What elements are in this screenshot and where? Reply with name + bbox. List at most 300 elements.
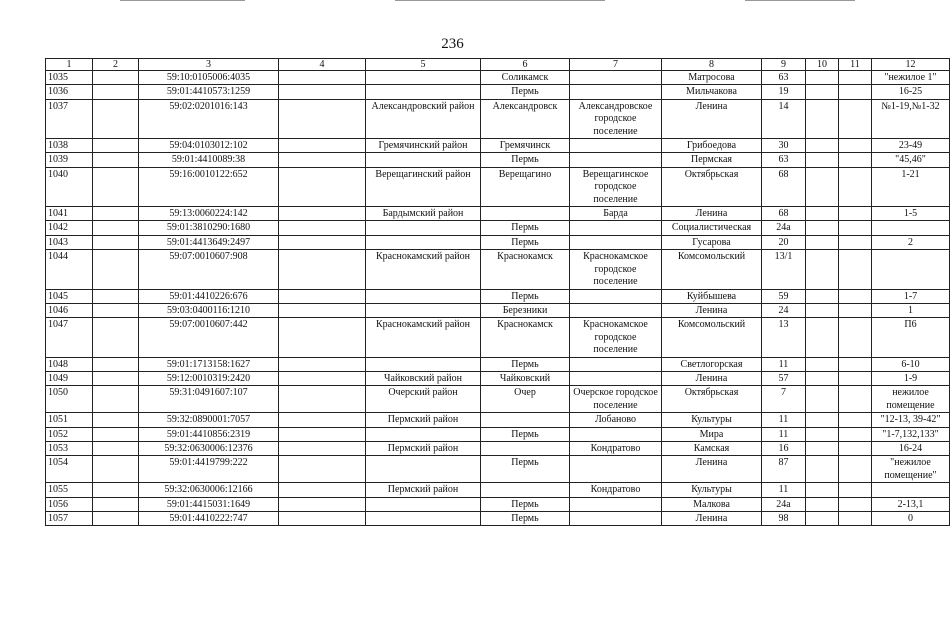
table-row [46, 456, 950, 483]
col-10-cell [806, 357, 839, 371]
premises-cell: 2 [872, 235, 950, 249]
premises-cell: "45,46" [872, 153, 950, 167]
col-10-cell [806, 153, 839, 167]
table-row [46, 207, 950, 221]
col-10-cell [806, 456, 839, 483]
house-number-cell: 11 [762, 483, 806, 497]
col-10-cell [806, 441, 839, 455]
district-cell: Краснокамский район [366, 250, 481, 289]
header-row [46, 59, 950, 71]
table-row [46, 483, 950, 497]
col-10-cell [806, 427, 839, 441]
row-number-cell: 1041 [46, 207, 93, 221]
col-4-cell [279, 303, 366, 317]
col-4-cell [279, 139, 366, 153]
municipality-cell: Краснокамское городское поселение [570, 318, 662, 357]
street-cell: Культуры [662, 483, 762, 497]
row-number-cell: 1056 [46, 497, 93, 511]
district-cell [366, 289, 481, 303]
municipality-cell: Кондратово [570, 441, 662, 455]
street-cell: Светлогорская [662, 357, 762, 371]
street-cell: Культуры [662, 413, 762, 427]
col-2-cell [93, 303, 139, 317]
col-4-cell [279, 427, 366, 441]
table-row [46, 357, 950, 371]
col-11-cell [839, 99, 872, 138]
col-4-cell [279, 413, 366, 427]
col-11-cell [839, 85, 872, 99]
table-body [46, 71, 950, 526]
col-11-cell [839, 483, 872, 497]
row-number-cell: 1051 [46, 413, 93, 427]
house-number-cell: 19 [762, 85, 806, 99]
municipality-cell [570, 71, 662, 85]
col-2-cell [93, 386, 139, 413]
col-2-cell [93, 512, 139, 526]
district-cell [366, 303, 481, 317]
municipality-cell [570, 153, 662, 167]
street-cell: Комсомольский [662, 250, 762, 289]
district-cell [366, 221, 481, 235]
table-row [46, 441, 950, 455]
cadastral-number-cell: 59:12:0010319:2420 [139, 371, 279, 385]
district-cell: Верещагинский район [366, 167, 481, 206]
row-number-cell: 1039 [46, 153, 93, 167]
col-10-cell [806, 207, 839, 221]
col-2-cell [93, 497, 139, 511]
col-11-cell [839, 441, 872, 455]
house-number-cell: 11 [762, 427, 806, 441]
district-cell [366, 456, 481, 483]
street-cell: Гусарова [662, 235, 762, 249]
house-number-cell: 14 [762, 99, 806, 138]
col-4-cell [279, 207, 366, 221]
col-11-cell [839, 221, 872, 235]
col-2-cell [93, 85, 139, 99]
col-2-cell [93, 207, 139, 221]
col-10-cell [806, 71, 839, 85]
cadastral-number-cell: 59:03:0400116:1210 [139, 303, 279, 317]
col-11-cell [839, 235, 872, 249]
municipality-cell [570, 371, 662, 385]
table-row [46, 139, 950, 153]
municipality-cell: Александровское городское поселение [570, 99, 662, 138]
col-2-cell [93, 456, 139, 483]
col-10-cell [806, 497, 839, 511]
house-number-cell: 24а [762, 497, 806, 511]
premises-cell: 1 [872, 303, 950, 317]
col-2-cell [93, 413, 139, 427]
cadastral-number-cell: 59:13:0060224:142 [139, 207, 279, 221]
premises-cell: "нежилое помещение" [872, 456, 950, 483]
top-rule-left [120, 0, 245, 1]
cadastral-number-cell: 59:01:4419799:222 [139, 456, 279, 483]
street-cell: Ленина [662, 207, 762, 221]
col-10-cell [806, 221, 839, 235]
district-cell: Гремячинский район [366, 139, 481, 153]
row-number-cell: 1047 [46, 318, 93, 357]
settlement-cell [481, 483, 570, 497]
col-11-cell [839, 371, 872, 385]
col-11-cell [839, 318, 872, 357]
col-11-cell [839, 497, 872, 511]
row-number-cell: 1044 [46, 250, 93, 289]
top-rule-center [395, 0, 605, 1]
col-10-cell [806, 167, 839, 206]
municipality-cell: Кондратово [570, 483, 662, 497]
settlement-cell: Верещагино [481, 167, 570, 206]
premises-cell [872, 221, 950, 235]
col-4-cell [279, 441, 366, 455]
settlement-cell: Березники [481, 303, 570, 317]
cadastral-number-cell: 59:10:0105006:4035 [139, 71, 279, 85]
col-4-cell [279, 386, 366, 413]
settlement-cell: Очер [481, 386, 570, 413]
settlement-cell: Краснокамск [481, 318, 570, 357]
municipality-cell [570, 289, 662, 303]
premises-cell: 16-25 [872, 85, 950, 99]
settlement-cell: Пермь [481, 427, 570, 441]
house-number-cell: 98 [762, 512, 806, 526]
cadastral-number-cell: 59:01:4410573:1259 [139, 85, 279, 99]
registry-table [45, 58, 950, 526]
column-header-11: 11 [839, 59, 872, 71]
col-2-cell [93, 235, 139, 249]
col-2-cell [93, 483, 139, 497]
table-row [46, 85, 950, 99]
col-4-cell [279, 221, 366, 235]
house-number-cell: 30 [762, 139, 806, 153]
row-number-cell: 1036 [46, 85, 93, 99]
premises-cell: 1-5 [872, 207, 950, 221]
street-cell: Пермская [662, 153, 762, 167]
house-number-cell: 11 [762, 357, 806, 371]
col-4-cell [279, 357, 366, 371]
house-number-cell: 16 [762, 441, 806, 455]
municipality-cell [570, 427, 662, 441]
col-4-cell [279, 497, 366, 511]
row-number-cell: 1045 [46, 289, 93, 303]
municipality-cell [570, 512, 662, 526]
col-11-cell [839, 207, 872, 221]
settlement-cell [481, 413, 570, 427]
street-cell: Ленина [662, 371, 762, 385]
table-row [46, 235, 950, 249]
col-11-cell [839, 456, 872, 483]
table-row [46, 289, 950, 303]
street-cell: Ленина [662, 99, 762, 138]
street-cell: Социалистическая [662, 221, 762, 235]
municipality-cell: Верещагинское городское поселение [570, 167, 662, 206]
premises-cell: 1-9 [872, 371, 950, 385]
settlement-cell: Чайковский [481, 371, 570, 385]
col-4-cell [279, 456, 366, 483]
col-2-cell [93, 250, 139, 289]
column-header-3: 3 [139, 59, 279, 71]
street-cell: Камская [662, 441, 762, 455]
street-cell: Мильчакова [662, 85, 762, 99]
col-11-cell [839, 289, 872, 303]
settlement-cell: Пермь [481, 235, 570, 249]
column-header-12: 12 [872, 59, 950, 71]
col-2-cell [93, 318, 139, 357]
settlement-cell: Пермь [481, 512, 570, 526]
column-header-2: 2 [93, 59, 139, 71]
col-4-cell [279, 483, 366, 497]
row-number-cell: 1038 [46, 139, 93, 153]
district-cell [366, 427, 481, 441]
table-row [46, 413, 950, 427]
settlement-cell: Краснокамск [481, 250, 570, 289]
col-4-cell [279, 71, 366, 85]
district-cell [366, 85, 481, 99]
col-2-cell [93, 357, 139, 371]
page-number: 236 [441, 36, 464, 52]
row-number-cell: 1048 [46, 357, 93, 371]
table-row [46, 167, 950, 206]
col-4-cell [279, 167, 366, 206]
col-11-cell [839, 413, 872, 427]
col-10-cell [806, 413, 839, 427]
col-11-cell [839, 167, 872, 206]
municipality-cell: Очерское городское поселение [570, 386, 662, 413]
settlement-cell: Александровск [481, 99, 570, 138]
district-cell [366, 512, 481, 526]
col-10-cell [806, 303, 839, 317]
house-number-cell: 11 [762, 413, 806, 427]
district-cell: Чайковский район [366, 371, 481, 385]
cadastral-number-cell: 59:16:0010122:652 [139, 167, 279, 206]
premises-cell: 0 [872, 512, 950, 526]
street-cell: Мира [662, 427, 762, 441]
col-11-cell [839, 512, 872, 526]
cadastral-number-cell: 59:01:4413649:2497 [139, 235, 279, 249]
premises-cell: "1-7,132,133" [872, 427, 950, 441]
municipality-cell [570, 221, 662, 235]
col-11-cell [839, 250, 872, 289]
col-2-cell [93, 99, 139, 138]
district-cell: Краснокамский район [366, 318, 481, 357]
cadastral-number-cell: 59:32:0630006:12166 [139, 483, 279, 497]
settlement-cell: Пермь [481, 357, 570, 371]
house-number-cell: 63 [762, 153, 806, 167]
street-cell: Матросова [662, 71, 762, 85]
district-cell [366, 357, 481, 371]
col-4-cell [279, 153, 366, 167]
premises-cell: 2-13,1 [872, 497, 950, 511]
row-number-cell: 1057 [46, 512, 93, 526]
street-cell: Грибоедова [662, 139, 762, 153]
premises-cell: 23-49 [872, 139, 950, 153]
premises-cell [872, 250, 950, 289]
premises-cell: 6-10 [872, 357, 950, 371]
street-cell: Комсомольский [662, 318, 762, 357]
cadastral-number-cell: 59:07:0010607:442 [139, 318, 279, 357]
col-11-cell [839, 153, 872, 167]
row-number-cell: 1053 [46, 441, 93, 455]
col-4-cell [279, 85, 366, 99]
municipality-cell [570, 357, 662, 371]
col-11-cell [839, 386, 872, 413]
district-cell [366, 497, 481, 511]
district-cell: Пермский район [366, 483, 481, 497]
column-header-10: 10 [806, 59, 839, 71]
col-4-cell [279, 512, 366, 526]
municipality-cell: Барда [570, 207, 662, 221]
col-10-cell [806, 99, 839, 138]
table-row [46, 303, 950, 317]
district-cell: Бардымский район [366, 207, 481, 221]
settlement-cell: Пермь [481, 456, 570, 483]
col-4-cell [279, 99, 366, 138]
settlement-cell: Пермь [481, 153, 570, 167]
col-4-cell [279, 371, 366, 385]
col-10-cell [806, 483, 839, 497]
col-10-cell [806, 85, 839, 99]
street-cell: Куйбышева [662, 289, 762, 303]
premises-cell [872, 483, 950, 497]
cadastral-number-cell: 59:02:0201016:143 [139, 99, 279, 138]
cadastral-number-cell: 59:07:0010607:908 [139, 250, 279, 289]
row-number-cell: 1042 [46, 221, 93, 235]
house-number-cell: 57 [762, 371, 806, 385]
settlement-cell: Пермь [481, 221, 570, 235]
district-cell: Пермский район [366, 441, 481, 455]
municipality-cell [570, 85, 662, 99]
col-11-cell [839, 357, 872, 371]
table-row [46, 221, 950, 235]
table-row [46, 318, 950, 357]
street-cell: Малкова [662, 497, 762, 511]
district-cell [366, 153, 481, 167]
premises-cell: "12-13, 39-42" [872, 413, 950, 427]
house-number-cell: 13 [762, 318, 806, 357]
row-number-cell: 1049 [46, 371, 93, 385]
cadastral-number-cell: 59:01:4410222:747 [139, 512, 279, 526]
house-number-cell: 68 [762, 207, 806, 221]
premises-cell: нежилое помещение [872, 386, 950, 413]
col-10-cell [806, 386, 839, 413]
settlement-cell: Гремячинск [481, 139, 570, 153]
district-cell [366, 235, 481, 249]
row-number-cell: 1046 [46, 303, 93, 317]
municipality-cell [570, 235, 662, 249]
settlement-cell: Пермь [481, 289, 570, 303]
premises-cell: "нежилое 1" [872, 71, 950, 85]
row-number-cell: 1040 [46, 167, 93, 206]
table-row [46, 427, 950, 441]
table-row [46, 371, 950, 385]
cadastral-number-cell: 59:01:1713158:1627 [139, 357, 279, 371]
premises-cell: 16-24 [872, 441, 950, 455]
street-cell: Октябрьская [662, 167, 762, 206]
col-11-cell [839, 303, 872, 317]
district-cell: Пермский район [366, 413, 481, 427]
cadastral-number-cell: 59:01:4415031:1649 [139, 497, 279, 511]
cadastral-number-cell: 59:32:0890001:7057 [139, 413, 279, 427]
cadastral-number-cell: 59:01:3810290:1680 [139, 221, 279, 235]
col-2-cell [93, 139, 139, 153]
col-4-cell [279, 318, 366, 357]
house-number-cell: 59 [762, 289, 806, 303]
col-2-cell [93, 371, 139, 385]
table-row [46, 497, 950, 511]
col-10-cell [806, 289, 839, 303]
settlement-cell: Пермь [481, 85, 570, 99]
column-header-4: 4 [279, 59, 366, 71]
col-10-cell [806, 139, 839, 153]
premises-cell: 1-21 [872, 167, 950, 206]
street-cell: Октябрьская [662, 386, 762, 413]
house-number-cell: 24а [762, 221, 806, 235]
col-4-cell [279, 250, 366, 289]
premises-cell: 1-7 [872, 289, 950, 303]
settlement-cell [481, 207, 570, 221]
row-number-cell: 1052 [46, 427, 93, 441]
col-10-cell [806, 512, 839, 526]
municipality-cell [570, 303, 662, 317]
house-number-cell: 24 [762, 303, 806, 317]
table-row [46, 386, 950, 413]
premises-cell: П6 [872, 318, 950, 357]
cadastral-number-cell: 59:04:0103012:102 [139, 139, 279, 153]
cadastral-number-cell: 59:01:4410089:38 [139, 153, 279, 167]
municipality-cell [570, 139, 662, 153]
municipality-cell: Краснокамское городское поселение [570, 250, 662, 289]
column-header-1: 1 [46, 59, 93, 71]
house-number-cell: 68 [762, 167, 806, 206]
settlement-cell: Пермь [481, 497, 570, 511]
house-number-cell: 20 [762, 235, 806, 249]
cadastral-number-cell: 59:01:4410226:676 [139, 289, 279, 303]
house-number-cell: 7 [762, 386, 806, 413]
cadastral-number-cell: 59:01:4410856:2319 [139, 427, 279, 441]
house-number-cell: 87 [762, 456, 806, 483]
district-cell: Александровский район [366, 99, 481, 138]
column-header-6: 6 [481, 59, 570, 71]
col-2-cell [93, 441, 139, 455]
col-2-cell [93, 167, 139, 206]
col-11-cell [839, 139, 872, 153]
table-row [46, 512, 950, 526]
col-10-cell [806, 371, 839, 385]
col-10-cell [806, 235, 839, 249]
settlement-cell [481, 441, 570, 455]
col-4-cell [279, 235, 366, 249]
settlement-cell: Соликамск [481, 71, 570, 85]
top-rule-right [745, 0, 855, 1]
table-row [46, 99, 950, 138]
street-cell: Ленина [662, 303, 762, 317]
col-4-cell [279, 289, 366, 303]
col-11-cell [839, 427, 872, 441]
col-2-cell [93, 427, 139, 441]
house-number-cell: 13/1 [762, 250, 806, 289]
premises-cell: №1-19,№1-32 [872, 99, 950, 138]
municipality-cell [570, 456, 662, 483]
table-row [46, 153, 950, 167]
col-2-cell [93, 71, 139, 85]
col-10-cell [806, 250, 839, 289]
cadastral-number-cell: 59:32:0630006:12376 [139, 441, 279, 455]
row-number-cell: 1043 [46, 235, 93, 249]
table-row [46, 71, 950, 85]
row-number-cell: 1050 [46, 386, 93, 413]
column-header-9: 9 [762, 59, 806, 71]
row-number-cell: 1055 [46, 483, 93, 497]
col-11-cell [839, 71, 872, 85]
municipality-cell: Лобаново [570, 413, 662, 427]
